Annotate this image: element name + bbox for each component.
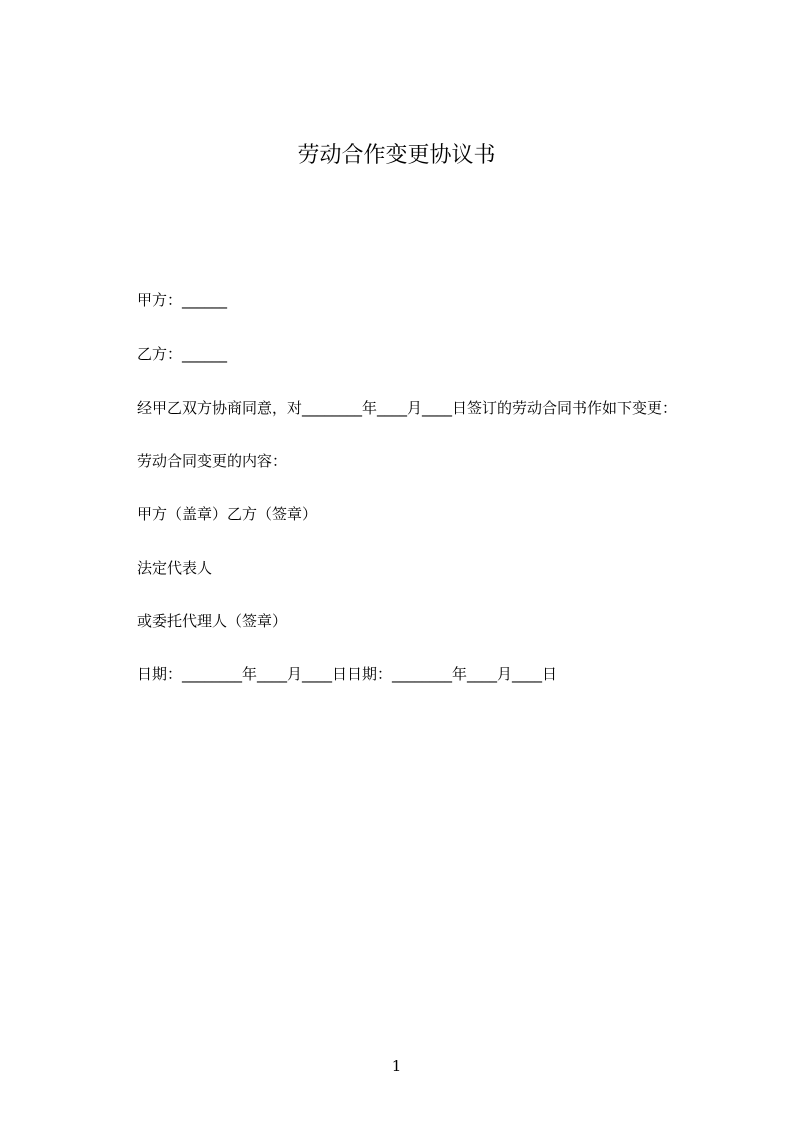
- date-line: 日期：________年____月____日日期：________年____月____日: [137, 665, 558, 683]
- agreement-statement: 经甲乙双方协商同意，对________年____月____日签订的劳动合同书作如下变更：: [137, 399, 678, 417]
- document-title: 劳动合作变更协议书: [297, 143, 496, 168]
- change-content-label: 劳动合同变更的内容：: [137, 452, 288, 470]
- legal-representative-line: 法定代表人: [137, 559, 213, 577]
- authorized-agent-line: 或委托代理人（签章）: [137, 612, 288, 630]
- page-number: 1: [391, 1057, 402, 1075]
- seal-line: 甲方（盖章）乙方（签章）: [137, 505, 318, 523]
- party-a-line: 甲方：______: [137, 291, 228, 309]
- party-b-line: 乙方：______: [137, 345, 228, 363]
